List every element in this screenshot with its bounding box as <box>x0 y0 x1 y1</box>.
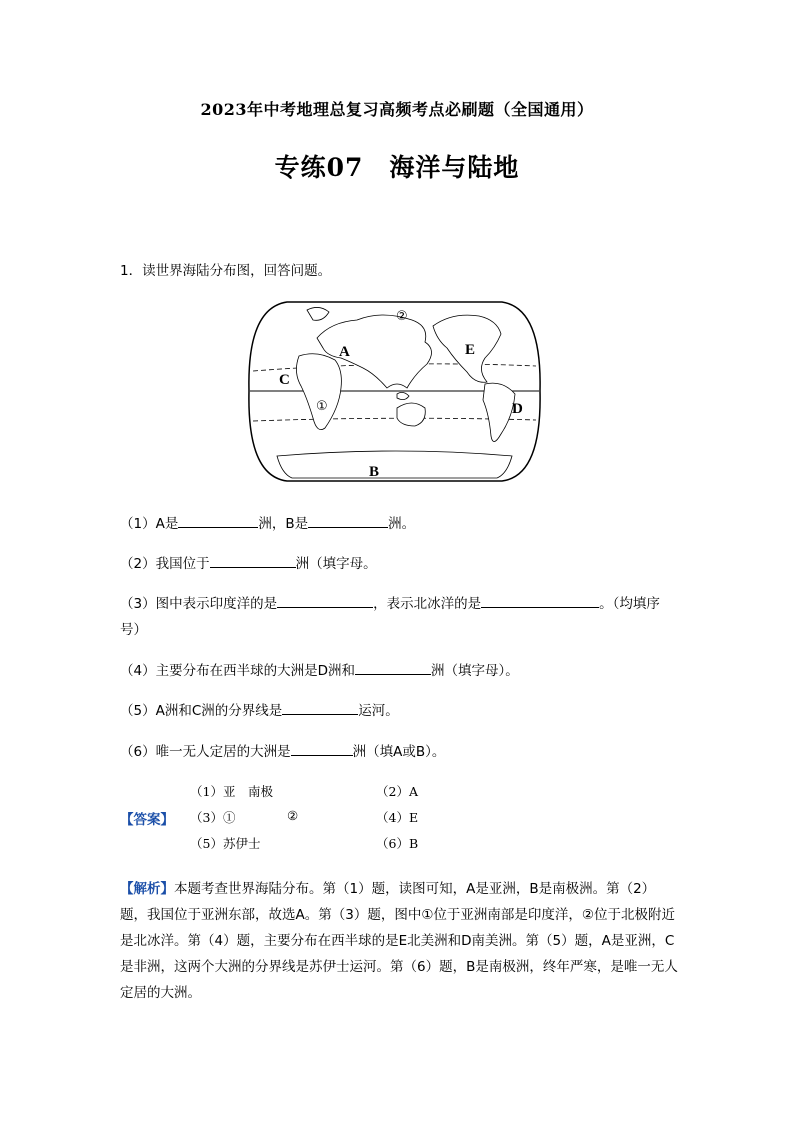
analysis-label: 【解析】 <box>120 881 174 897</box>
world-map <box>247 298 542 485</box>
answer-3b: ② <box>287 808 299 823</box>
answer-blank <box>308 515 388 528</box>
answer-blank <box>277 595 373 608</box>
land-antarctica <box>277 451 512 478</box>
page-title: 专练07 海洋与陆地 <box>274 153 520 182</box>
answer-blank <box>210 555 296 568</box>
answer-blank <box>282 702 358 715</box>
answer-blank <box>355 662 431 675</box>
analysis-paragraph <box>120 876 680 1006</box>
document-header: 2023年中考地理总复习高频考点必刷题（全国通用） <box>200 100 594 119</box>
answer-5: （5）苏伊士 <box>190 836 261 851</box>
sub-question-4: （4）主要分布在西半球的大洲是D洲和 洲（填字母）。 <box>120 663 519 679</box>
answer-label: 【答案】 <box>120 812 174 828</box>
sub-question-6: （6）唯一无人定居的大洲是 洲（填A或B）。 <box>120 744 446 760</box>
analysis-text: 本题考查世界海陆分布。第（1）题，读图可知，A是亚洲，B是南极洲。第（2）题，我国位于亚洲东部，故选A。第（3）题，图中①位于亚洲南部是印度洋，②位于北极附近是北冰洋。第（4）题，主要分布在西半球的是E北美洲和D南美洲。第（5）题，A是亚洲，C是非洲，这两个大洲的分界线是苏伊士运河。第（6）题，B是南极洲，终年严寒，是唯一无人定居的大洲。 <box>120 881 678 1001</box>
map-label-a: A <box>339 344 350 360</box>
sub-question-1: （1）A是 洲，B是 洲。 <box>120 516 416 532</box>
sub-question-5: （5）A洲和C洲的分界线是 运河。 <box>120 703 399 719</box>
sub-question-2: （2）我国位于 洲（填字母。 <box>120 556 377 572</box>
answer-blank <box>481 595 599 608</box>
map-label-two: ② <box>396 309 408 324</box>
question-stem: 1．读世界海陆分布图，回答问题。 <box>120 263 332 279</box>
answer-6: （6）B <box>376 836 419 851</box>
answer-4: （4）E <box>376 810 419 825</box>
map-label-one: ① <box>316 399 328 414</box>
map-label-b: B <box>369 464 380 480</box>
map-label-e: E <box>465 342 476 358</box>
answer-blank <box>178 515 258 528</box>
answer-1: （1）亚 南极 <box>190 784 273 799</box>
answer-2: （2）A <box>376 784 418 799</box>
map-label-d: D <box>512 401 523 417</box>
answer-blank <box>291 743 353 756</box>
sub-question-3: （3）图中表示印度洋的是 ，表示北冰洋的是 。（均填序 <box>120 596 660 612</box>
map-label-c: C <box>279 372 290 388</box>
land-australia <box>397 403 425 426</box>
sub-question-3-cont: 号） <box>120 622 147 638</box>
answer-3a: （3）① <box>190 810 236 825</box>
